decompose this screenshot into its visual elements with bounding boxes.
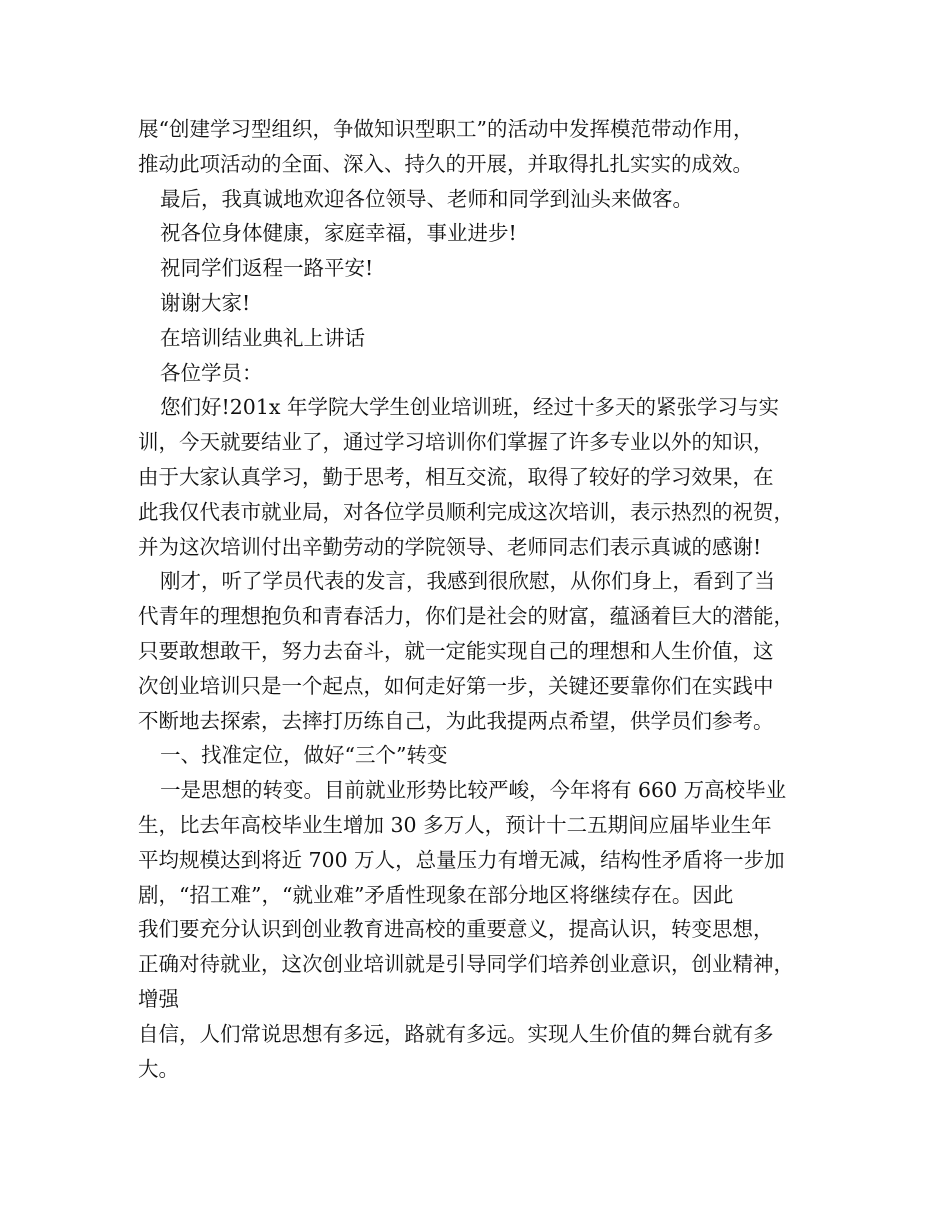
paragraph-reflection: 刚才，听了学员代表的发言，我感到很欣慰，从你们身上，看到了当 代青年的理想抱负和青春活力，你们是社会的财富，蕴涵着巨大的潜能， 只要敢想敢干，努力去奋斗，就一定能实现自己的理想和人生价值，这 次创业培训只是一个起点，如何走好第一步，关键还要靠你们在实践中 不断地去探索，去摔打历练自己，为此我提两点希望，供学员们参考。 — [138, 569, 794, 733]
speech-title: 在培训结业典礼上讲话 — [160, 325, 365, 350]
section-heading: 一、找准定位，做好“三个”转变 — [160, 743, 448, 768]
paragraph-continuation: 展“创建学习型组织，争做知识型职工”的活动中发挥模范带动作用， 推动此项活动的全面、深入、持久的开展，并取得扎扎实实的成效。 — [138, 117, 754, 176]
document-body — [138, 112, 828, 1086]
paragraph-mindset: 一是思想的转变。目前就业形势比较严峻，今年将有 660 万高校毕业 生，比去年高校毕业生增加 30 多万人，预计十二五期间应届毕业生年 平均规模达到将近 700 万人，总量压力有增无减，结构性矛盾将一步加 剧，“招工难”，“就业难”矛盾性现象在部分地区将继续存在。因此 我们要充分认识到创业教育进高校的重要意义，提高认识，转变思想， 正确对待就业，这次创业培训就是引导同学们培养创业意识，创业精神， 增强 — [138, 778, 794, 1011]
paragraph-safe-trip: 祝同学们返程一路平安! — [160, 256, 374, 281]
salutation: 各位学员： — [160, 360, 263, 385]
paragraph-welcome: 最后，我真诚地欢迎各位领导、老师和同学到汕头来做客。 — [160, 186, 693, 211]
paragraph-thanks: 谢谢大家! — [160, 290, 251, 315]
paragraph-wishes: 祝各位身体健康，家庭幸福，事业进步! — [160, 221, 517, 246]
paragraph-confidence: 自信，人们常说思想有多远，路就有多远。实现人生价值的舞台就有多 大。 — [138, 1021, 774, 1081]
paragraph-greeting: 您们好!201x 年学院大学生创业培训班，经过十多天的紧张学习与实 训，今天就要结业了，通过学习培训你们掌握了许多专业以外的知识， 由于大家认真学习，勤于思考，相互交流，取得了较好的学习效果，在 此我仅代表市就业局，对各位学员顺利完成这次培训，表示热烈的祝贺， 并为这次培训付出辛勤劳动的学院领导、老师同志们表示真诚的感谢! — [138, 395, 794, 559]
